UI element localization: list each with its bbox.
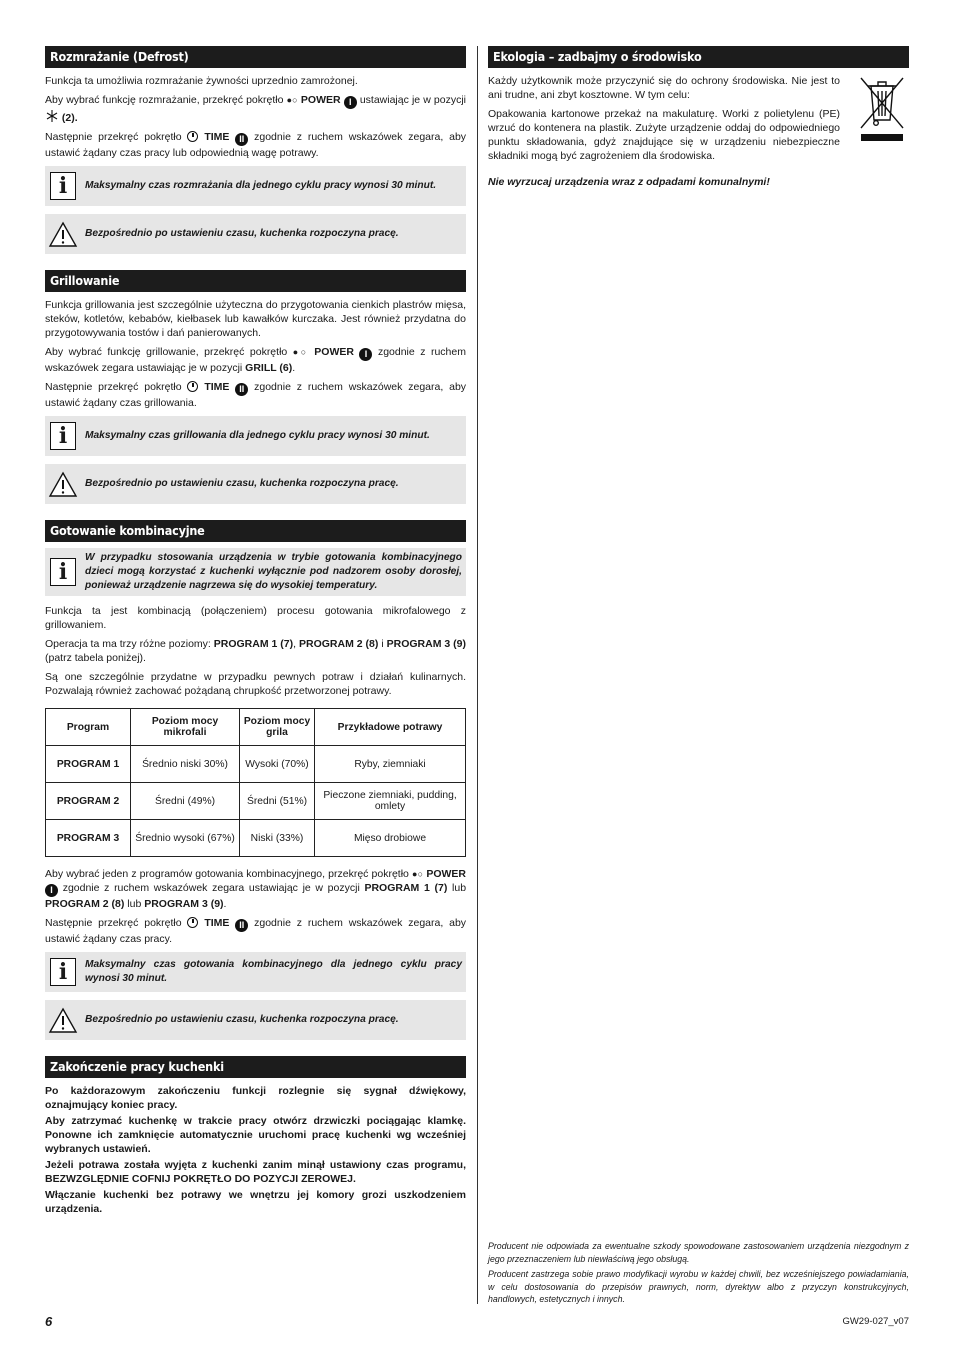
info-note-combination-children: i W przypadku stosowania urządzenia w trybie gotowania kombinacyjnego dzieci mogą korzystać z kuchenki wyłącznie pod nadzorem osoby dorosłej, ponieważ urządzenie nagrzewa się do wysokiej temperatury. [45,548,466,596]
info-icon: i [50,422,76,450]
clock-icon [187,381,198,392]
table-row [46,746,466,783]
grill-power-instruction: Aby wybrać funkcję grillowanie, przekręć pokrętło ●○ POWER I zgodnie z ruchem wskazówek zegara ustawiając je w pozycji GRILL (6). [45,346,466,374]
warning-icon [48,471,78,498]
defrost-power-instruction: Aby wybrać funkcję rozmrażanie, przekręć pokrętło ●○ POWER I ustawiając je w pozycji (2). [45,94,466,124]
knob-two-icon: II [235,919,248,932]
table-row [46,820,466,857]
page-number: 6 [45,1314,53,1329]
table-cell: Średni (49%) [131,783,240,820]
warning-note-defrost: Bezpośrednio po ustawieniu czasu, kuchenka rozpoczyna pracę. [45,214,466,254]
program-table [45,708,466,857]
footer-modification-note: Producent zastrzega sobie prawo modyfikacji wyrobu w każdej chwili, bez wcześniejszego powiadamiania, w celu dostosowania do przepisów prawnych, norm, dyrektyw albo z przyczyn konstrukcyjnych, handlowych, estetycznych i innych. [488,1269,909,1304]
column-divider [477,46,478,1304]
power-dots-icon: ●○ [286,95,298,105]
defrost-time-instruction: Następnie przekręć pokrętło TIME II zgodnie z ruchem wskazówek zegara, aby ustawić żądany czas pracy lub odpowiednią wagę potrawy. [45,131,467,159]
ecology-warning: Nie wyrzucaj urządzenia wraz z odpadami komunalnymi! [488,176,770,188]
finish-reset: Jeżeli potrawa została wyjęta z kuchenki zanim minął ustawiony czas programu, BEZWZGLĘDNIE COFNIJ POKRĘTŁO DO POZYCJI ZEROWEJ. [45,1159,466,1185]
table-cell: Średni (51%) [240,783,315,820]
table-cell: Pieczone ziemniaki, pudding, omlety [315,783,466,820]
table-header-row [46,709,466,746]
footer-liability-note: Producent nie odpowiada za ewentualne szkody spowodowane zastosowaniem urządzenia niezgodnym z jego przeznaczeniem lub niewłaściwą jego obsługą. [488,1241,909,1264]
grill-intro: Funkcja grillowania jest szczególnie użyteczna do przygotowania cienkich plastrów mięsa, steków, kotletów, kebabów, kiełbasek lub kawałków kurczaka. Jest również przydatna do przygotowywania tostów i dań panierowanych. [45,299,466,339]
power-dots-icon: ●○ [292,347,309,357]
ecology-intro: Każdy użytkownik może przyczynić się do ochrony środowiska. Nie jest to ani trudne, ani zbyt kosztowne. W tym celu: [488,75,840,101]
table-cell: Średnio niski 30%) [131,746,240,783]
grill-time-instruction: Następnie przekręć pokrętło TIME II zgodnie z ruchem wskazówek zegara, aby ustawić żądany czas grillowania. [45,381,467,409]
footer-notes [488,1240,909,1309]
info-note-grill: i Maksymalny czas grillowania dla jednego cyklu pracy wynosi 30 minut. [45,416,466,456]
section-header-grill: Grillowanie [45,270,466,292]
info-icon: i [50,558,76,586]
warning-icon [48,221,78,248]
table-cell: PROGRAM 2 [46,783,131,820]
table-cell: Wysoki (70%) [240,746,315,783]
table-cell: Mięso drobiowe [315,820,466,857]
table-cell: Niski (33%) [240,820,315,857]
snowflake-icon [45,109,59,123]
combination-power-instruction: Aby wybrać jeden z programów gotowania kombinacyjnego, przekręć pokrętło ●○ POWER I zgodnie z ruchem wskazówek zegara ustawiając je w pozycji PROGRAM 1 (7) lub PROGRAM 2 (8) lub PROGRAM 3 (9). [45,868,467,910]
warning-note-grill: Bezpośrednio po ustawieniu czasu, kuchenka rozpoczyna pracę. [45,464,466,504]
knob-one-icon: I [45,884,58,897]
table-header: Poziom mocy mikrofali [131,709,240,746]
clock-icon [187,917,198,928]
table-header: Program [46,709,131,746]
info-note-defrost: i Maksymalny czas rozmrażania dla jednego cyklu pracy wynosi 30 minut. [45,166,466,206]
table-header: Przykładowe potrawy [315,709,466,746]
table-cell: PROGRAM 3 [46,820,131,857]
warning-icon [48,1007,78,1034]
section-header-defrost: Rozmrażanie (Defrost) [45,46,466,68]
info-icon: i [50,172,76,200]
section-header-ecology: Ekologia – zadbajmy o środowisko [488,46,909,68]
right-column [488,46,909,1304]
table-row [46,783,466,820]
ecology-body [488,74,909,189]
section-header-combination: Gotowanie kombinacyjne [45,520,466,542]
document-code: GW29-027_v07 [842,1316,909,1327]
power-dots-icon: ●○ [412,869,424,879]
crossed-bin-icon [857,74,907,144]
combination-intro: Funkcja ta jest kombinacją (połączeniem) procesu gotowania mikrofalowego z grillowaniem. [45,605,466,631]
combination-levels: Operacja ta ma trzy różne poziomy: PROGRAM 1 (7), PROGRAM 2 (8) i PROGRAM 3 (9) (patrz tabela poniżej). [45,638,467,664]
table-cell: Ryby, ziemniaki [315,746,466,783]
left-column [45,46,466,1221]
warning-note-combination: Bezpośrednio po ustawieniu czasu, kuchenka rozpoczyna pracę. [45,1000,466,1040]
finish-signal: Po każdorazowym zakończeniu funkcji rozlegnie się sygnał dźwiękowy, oznajmujący koniec pracy. [45,1085,466,1111]
table-header: Poziom mocy grila [240,709,315,746]
combination-time-instruction: Następnie przekręć pokrętło TIME II zgodnie z ruchem wskazówek zegara, aby ustawić żądany czas pracy. [45,917,467,945]
info-note-combination: i Maksymalny czas gotowania kombinacyjnego dla jednego cyklu pracy wynosi 30 minut. [45,952,466,992]
knob-two-icon: II [235,133,248,146]
knob-one-icon: I [344,96,357,109]
table-cell: PROGRAM 1 [46,746,131,783]
ecology-disposal: Opakowania kartonowe przekaż na makulaturę. Worki z polietylenu (PE) wrzuć do kontenera na plastik. Zużyte urządzenie oddaj do odpowiedniego punktu składowania, gdyż znajdujące się w urządzeniu niebezpieczne składniki mogą być zagrożeniem dla środowiska. [488,108,840,162]
clock-icon [187,131,198,142]
table-cell: Średnio wysoki (67%) [131,820,240,857]
combination-usage: Są one szczególnie przydatne w przypadku pewnych potraw i działań kulinarnych. Pozwalają również zachować pożądaną chrupkość przetworzonej potrawy. [45,671,466,697]
knob-one-icon: I [359,348,372,361]
info-icon: i [50,958,76,986]
section-header-finish: Zakończenie pracy kuchenki [45,1056,466,1078]
finish-stop: Aby zatrzymać kuchenkę w trakcie pracy otwórz drzwiczki pociągając klamkę. Ponowne ich zamknięcie automatycznie uruchomi pracę kuchenki wg wcześniej wybranych ustawień. [45,1115,466,1155]
finish-empty-warning: Włączanie kuchenki bez potrawy we wnętrzu jej komory grozi uszkodzeniem urządzenia. [45,1189,466,1215]
knob-two-icon: II [235,383,248,396]
defrost-intro: Funkcja ta umożliwia rozmrażanie żywności uprzednio zamrożonej. [45,75,358,87]
